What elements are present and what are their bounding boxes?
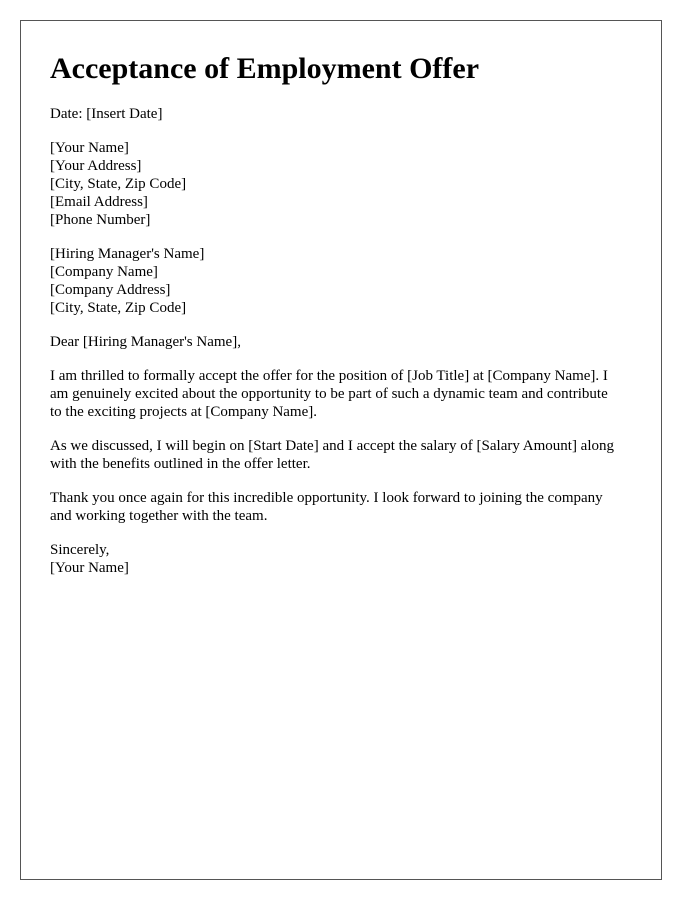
letter-content <box>50 51 620 577</box>
body-paragraph-thanks: Thank you once again for this incredible opportunity. I look forward to joining the company and working together with the team. <box>50 490 603 524</box>
sender-email: [Email Address] <box>50 194 148 210</box>
sender-address-block <box>50 139 620 229</box>
closing: Sincerely, <box>50 542 110 558</box>
recipient-city-state-zip: [City, State, Zip Code] <box>50 300 187 316</box>
letter-page <box>20 20 662 880</box>
salutation: Dear [Hiring Manager's Name], <box>50 334 241 350</box>
signature-name: [Your Name] <box>50 560 129 576</box>
date-line: Date: [Insert Date] <box>50 106 163 122</box>
body-paragraph-acceptance: I am thrilled to formally accept the offer for the position of [Job Title] at [Company Name]. I am genuinely excited about the opportunity to be part of such a dynamic team and contribute to the exciting projects at [Company Name]. <box>50 368 608 420</box>
sender-address: [Your Address] <box>50 158 142 174</box>
recipient-address-block <box>50 245 620 317</box>
closing-block <box>50 541 620 577</box>
body-paragraph-terms: As we discussed, I will begin on [Start Date] and I accept the salary of [Salary Amount] along with the benefits outlined in the offer letter. <box>50 438 615 472</box>
recipient-company-address: [Company Address] <box>50 282 171 298</box>
sender-phone: [Phone Number] <box>50 212 151 228</box>
sender-city-state-zip: [City, State, Zip Code] <box>50 176 187 192</box>
letter-title: Acceptance of Employment Offer <box>50 52 480 85</box>
recipient-name: [Hiring Manager's Name] <box>50 246 205 262</box>
recipient-company: [Company Name] <box>50 264 158 280</box>
sender-name: [Your Name] <box>50 140 129 156</box>
